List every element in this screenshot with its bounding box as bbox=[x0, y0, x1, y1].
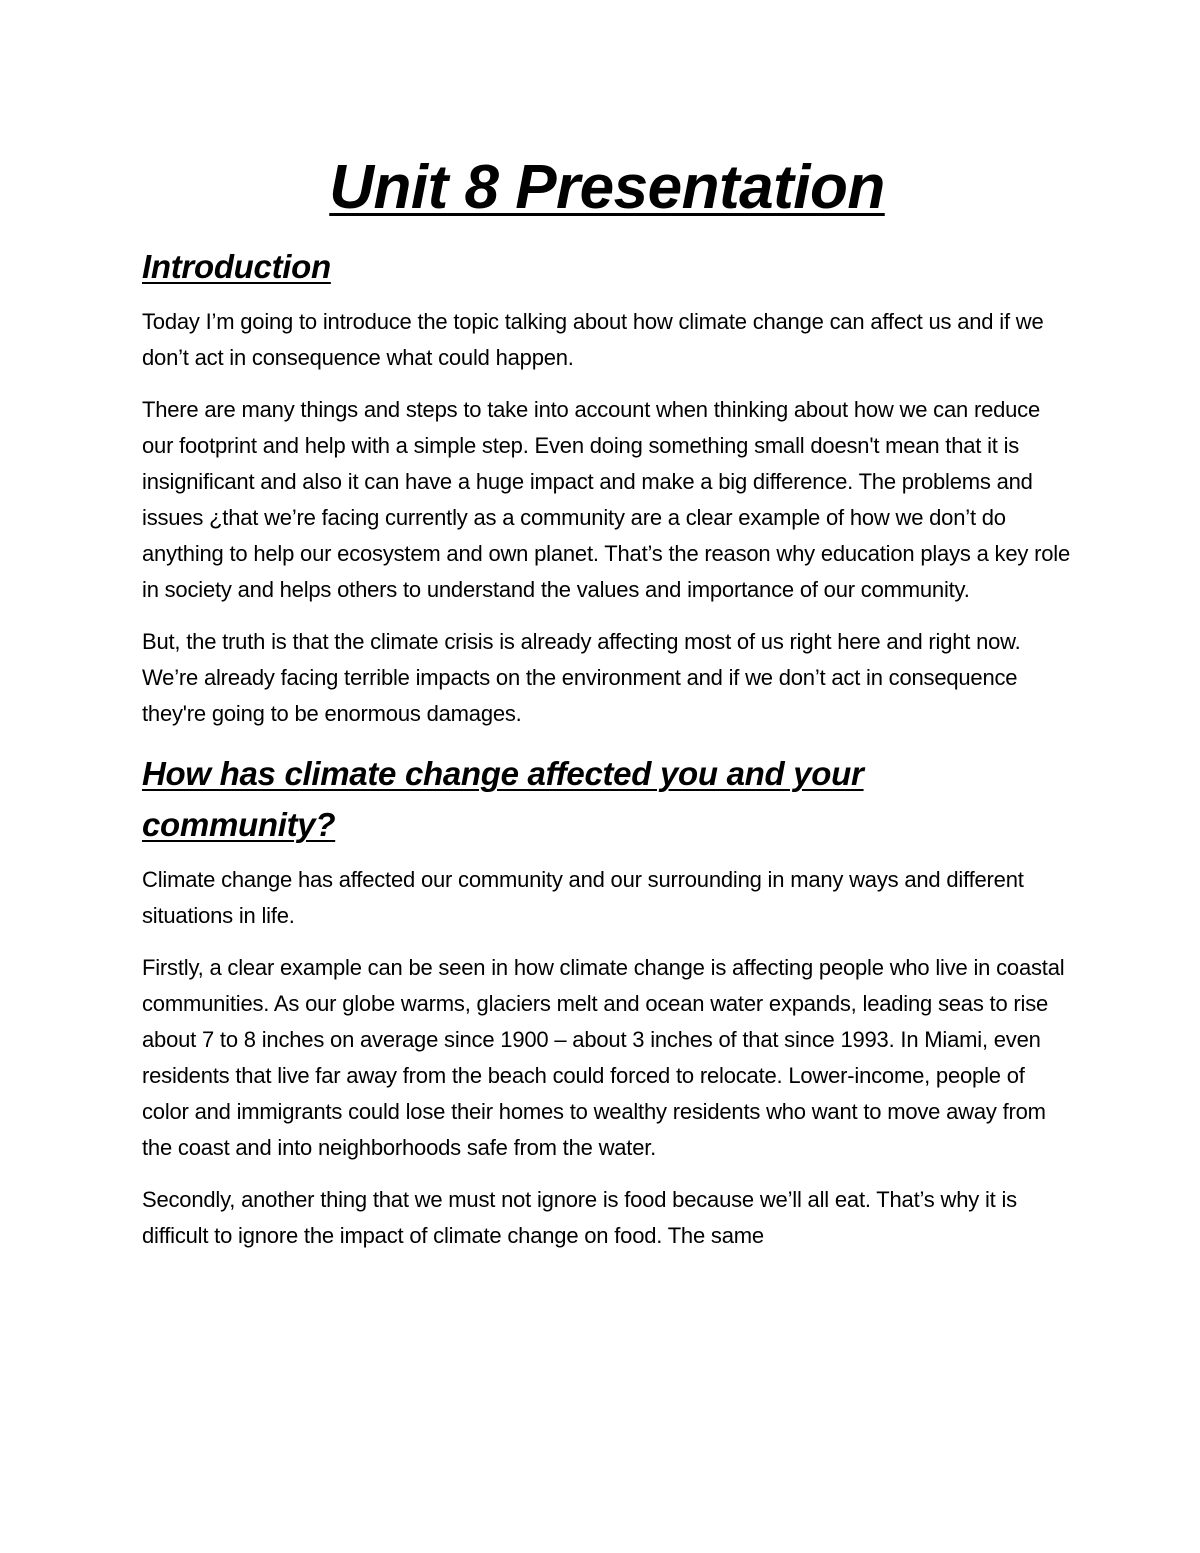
paragraph: Firstly, a clear example can be seen in how climate change is affecting people who live in coastal communities. As our globe warms, glaciers melt and ocean water expands, leading seas to rise about 7 to 8 inches on average since 1900 – about 3 inches of that since 1993. In Miami, even residents that live far away from the beach could forced to relocate. Lower-income, people of color and immigrants could lose their homes to wealthy residents who want to move away from the coast and into neighborhoods safe from the water. bbox=[142, 955, 1065, 1160]
paragraph: There are many things and steps to take into account when thinking about how we can reduce our footprint and help with a simple step. Even doing something small doesn't mean that it is insignificant and also it can have a huge impact and make a big difference. The problems and issues ¿that we’re facing currently as a community are a clear example of how we don’t do anything to help our ecosystem and own planet. That’s the reason why education plays a key role in society and helps others to understand the values and importance of our community. bbox=[142, 397, 1070, 602]
paragraph: Today I’m going to introduce the topic talking about how climate change can affect us and if we don’t act in consequence what could happen. bbox=[142, 309, 1044, 370]
section-heading-climate-impact: How has climate change affected you and your community? bbox=[142, 755, 864, 843]
paragraph: Climate change has affected our community and our surrounding in many ways and different situations in life. bbox=[142, 867, 1024, 928]
page-title: Unit 8 Presentation bbox=[329, 153, 885, 222]
section-heading-introduction: Introduction bbox=[142, 248, 331, 285]
paragraph: But, the truth is that the climate crisis is already affecting most of us right here and right now. We’re already facing terrible impacts on the environment and if we don’t act in consequence they're going to be enormous damages. bbox=[142, 629, 1021, 726]
paragraph: Secondly, another thing that we must not ignore is food because we’ll all eat. That’s why it is difficult to ignore the impact of climate change on food. The same bbox=[142, 1187, 1017, 1248]
document-body bbox=[142, 150, 1072, 1270]
